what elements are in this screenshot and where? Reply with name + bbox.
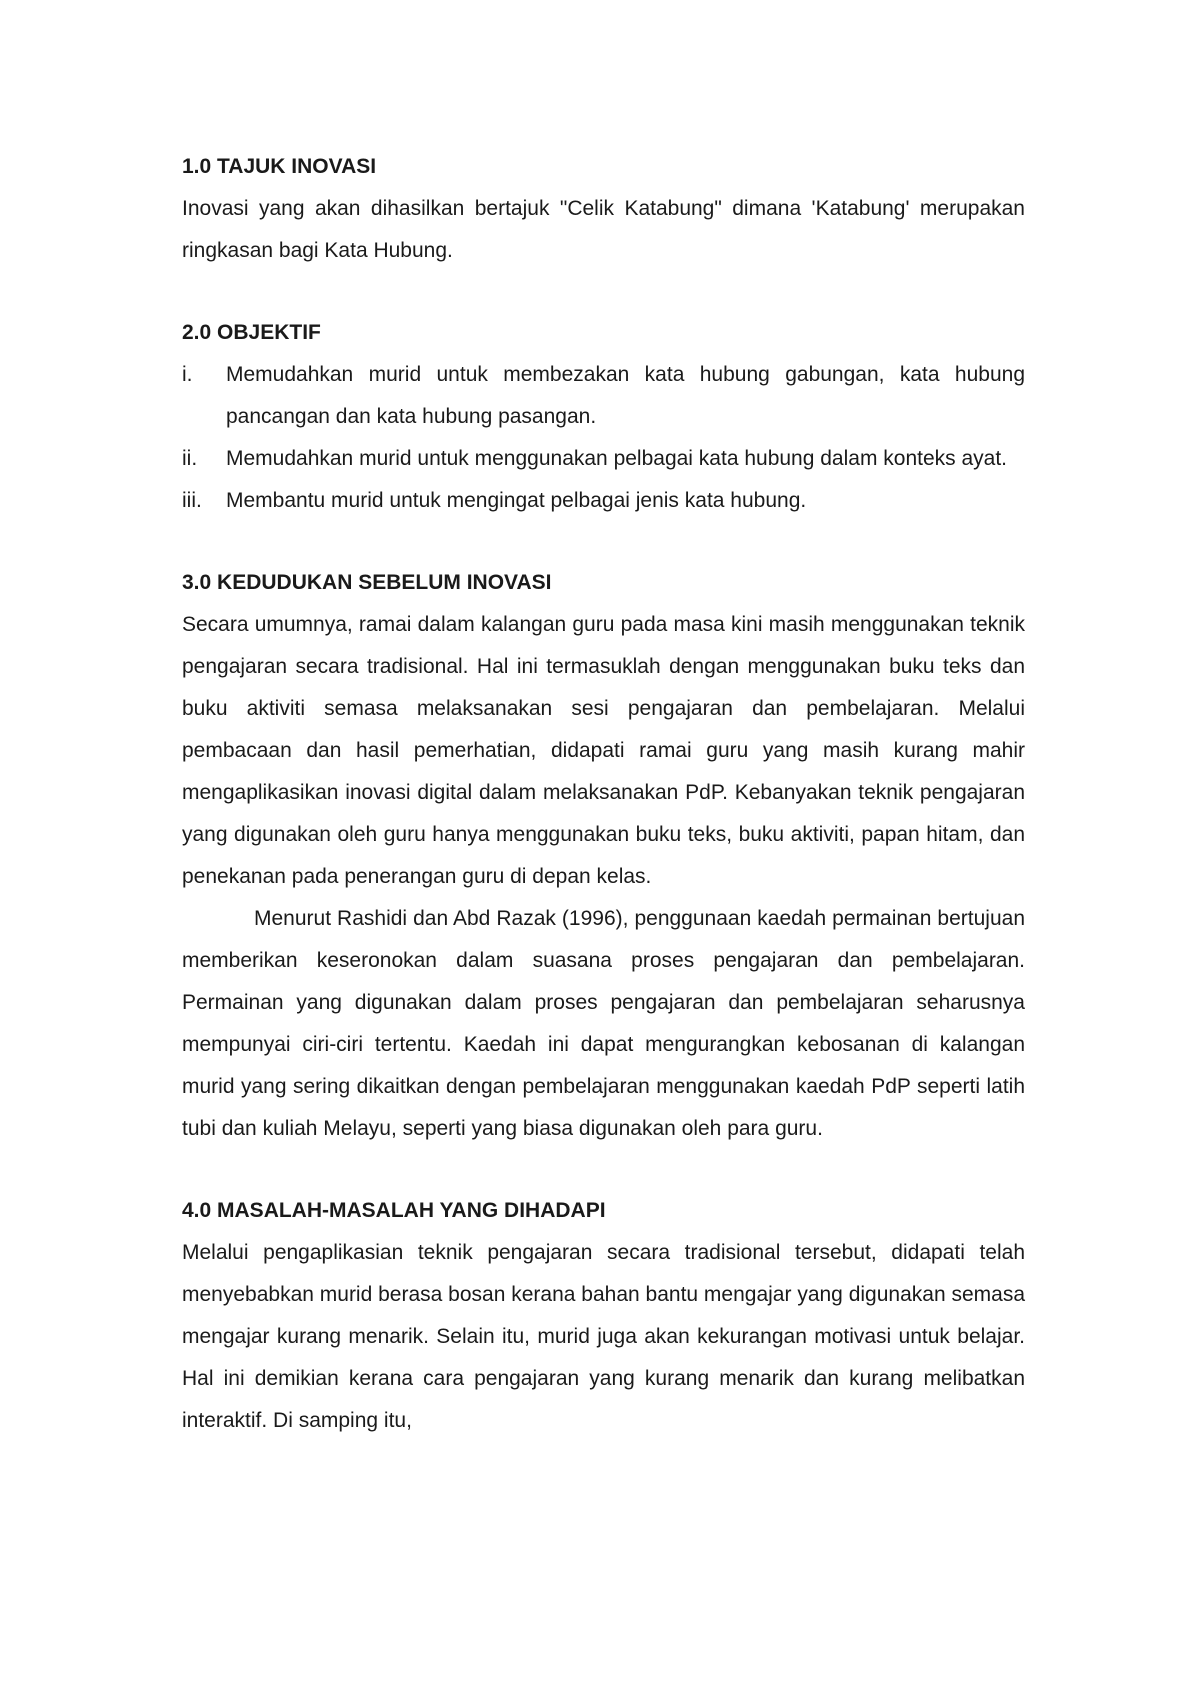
section-heading-tajuk-inovasi: 1.0 TAJUK INOVASI: [182, 155, 377, 178]
section-heading-masalah-yang-dihadapi: 4.0 MASALAH-MASALAH YANG DIHADAPI: [182, 1199, 606, 1222]
list-item-text: Memudahkan murid untuk menggunakan pelbagai kata hubung dalam konteks ayat.: [226, 447, 1008, 470]
section-heading-objektif: 2.0 OBJEKTIF: [182, 321, 321, 344]
list-item: [182, 354, 1025, 438]
section-paragraph: Menurut Rashidi dan Abd Razak (1996), penggunaan kaedah permainan bertujuan memberikan keseronokan dalam suasana proses pengajaran dan pembelajaran. Permainan yang digunakan dalam proses pengajaran dan pembelajaran seharusnya mempunyai ciri-ciri tertentu. Kaedah ini dapat mengurangkan kebosanan di kalangan murid yang sering dikaitkan dengan pembelajaran menggunakan kaedah PdP seperti latih tubi dan kuliah Melayu, seperti yang biasa digunakan oleh para guru.: [182, 907, 1025, 1140]
list-item-number: ii.: [182, 447, 198, 470]
list-item-text: Membantu murid untuk mengingat pelbagai jenis kata hubung.: [226, 489, 807, 512]
list-item-number: iii.: [182, 489, 202, 512]
section-heading-kedudukan-sebelum-inovasi: 3.0 KEDUDUKAN SEBELUM INOVASI: [182, 571, 552, 594]
list-item-text: Memudahkan murid untuk membezakan kata hubung gabungan, kata hubung pancangan dan kata hubung pasangan.: [226, 363, 1025, 428]
section-spacer: [182, 272, 1025, 312]
section-spacer: [182, 522, 1025, 562]
section-paragraph: Inovasi yang akan dihasilkan bertajuk "Celik Katabung" dimana 'Katabung' merupakan ringkasan bagi Kata Hubung.: [182, 197, 1025, 262]
list-item: [182, 480, 1025, 522]
section-spacer: [182, 1150, 1025, 1190]
list-item: [182, 438, 1025, 480]
list-item-number: i.: [182, 363, 193, 386]
section-paragraph: Melalui pengaplikasian teknik pengajaran secara tradisional tersebut, didapati telah menyebabkan murid berasa bosan kerana bahan bantu mengajar yang digunakan semasa mengajar kurang menarik. Selain itu, murid juga akan kekurangan motivasi untuk belajar. Hal ini demikian kerana cara pengajaran yang kurang menarik dan kurang melibatkan interaktif. Di samping itu,: [182, 1241, 1025, 1432]
section-paragraph: Secara umumnya, ramai dalam kalangan guru pada masa kini masih menggunakan teknik pengajaran secara tradisional. Hal ini termasuklah dengan menggunakan buku teks dan buku aktiviti semasa melaksanakan sesi pengajaran dan pembelajaran. Melalui pembacaan dan hasil pemerhatian, didapati ramai guru yang masih kurang mahir mengaplikasikan inovasi digital dalam melaksanakan PdP. Kebanyakan teknik pengajaran yang digunakan oleh guru hanya menggunakan buku teks, buku aktiviti, papan hitam, dan penekanan pada penerangan guru di depan kelas.: [182, 613, 1025, 888]
objective-list: [182, 354, 1025, 522]
